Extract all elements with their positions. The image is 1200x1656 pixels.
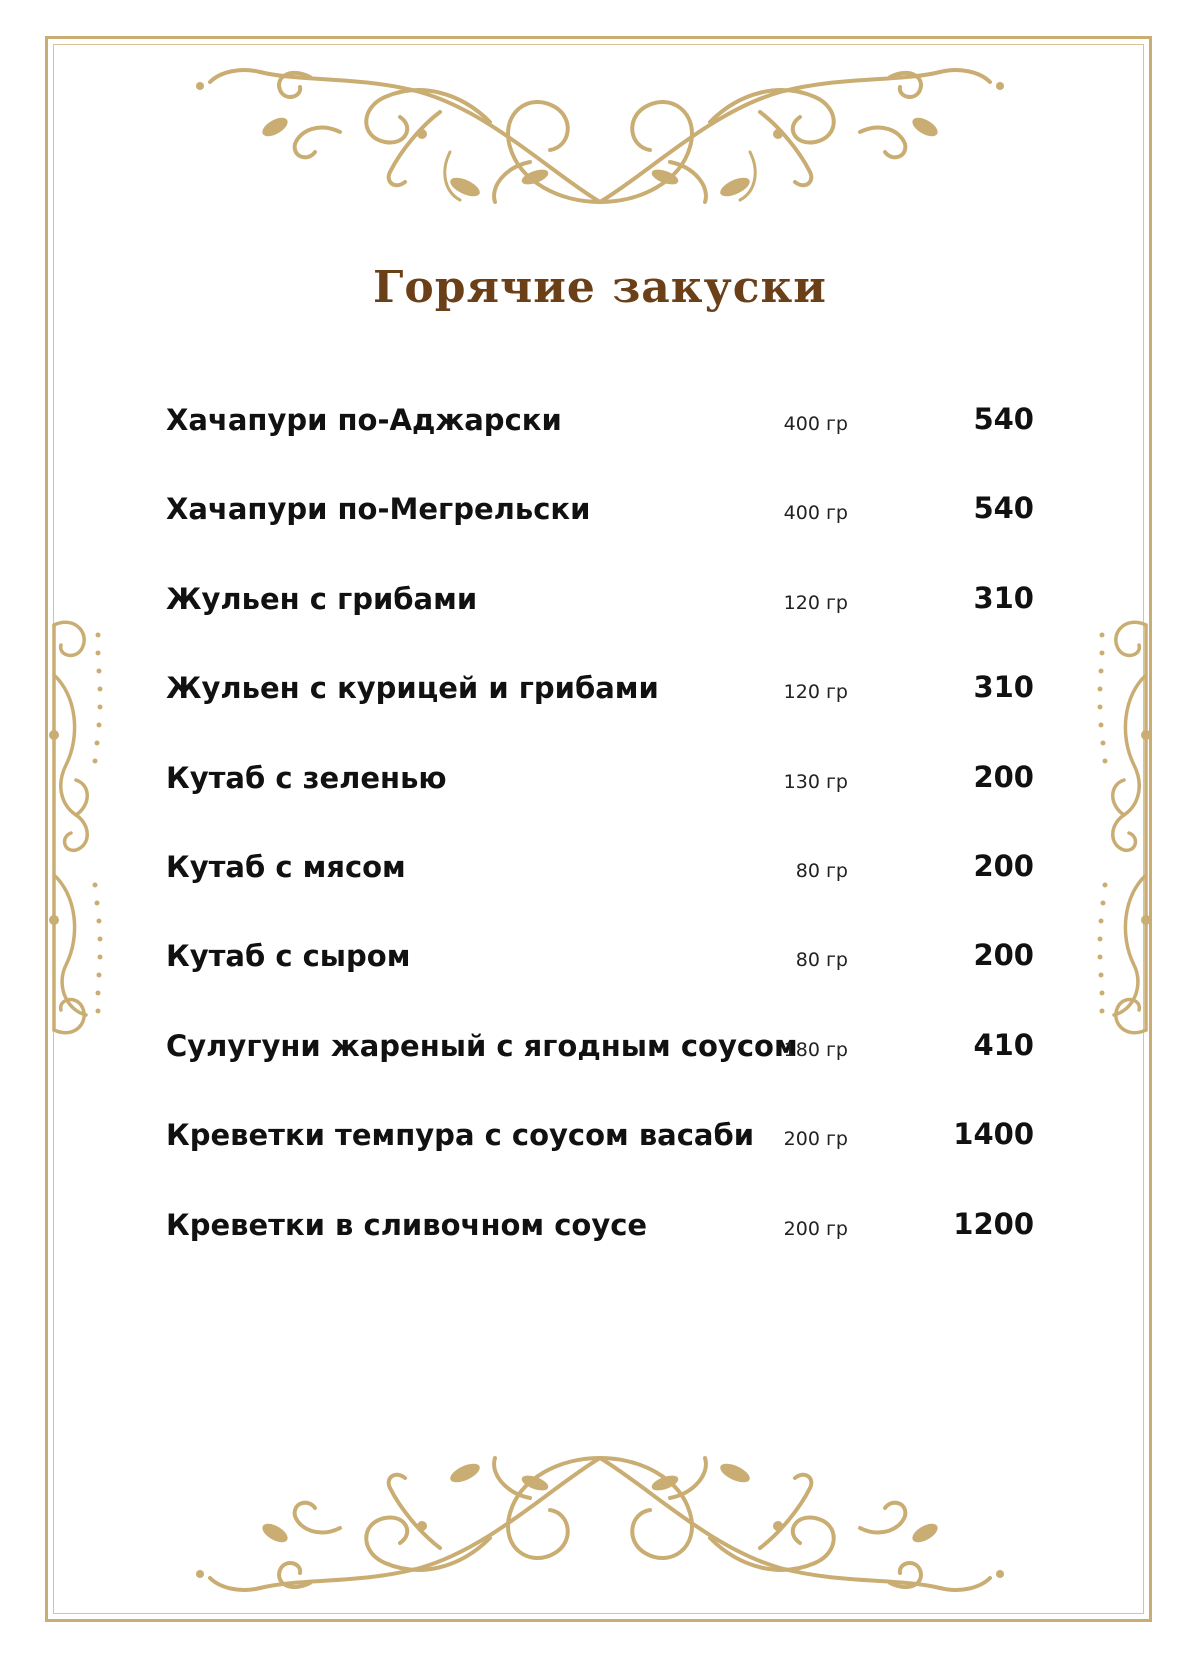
menu-item bbox=[166, 1200, 1036, 1289]
menu-item bbox=[166, 931, 1036, 1020]
menu-item-price: 200 bbox=[973, 938, 1034, 973]
menu-item-weight: 400 гр bbox=[783, 502, 848, 525]
menu-item-weight: 200 гр bbox=[783, 1217, 848, 1240]
menu-item-name: Креветки темпура с соусом васаби bbox=[166, 1118, 755, 1153]
bottom-flourish-ornament bbox=[190, 1448, 1010, 1608]
menu-item bbox=[166, 484, 1036, 573]
menu-item-name: Кутаб с мясом bbox=[166, 849, 406, 884]
menu-items-list bbox=[166, 395, 1036, 1289]
menu-item-price: 200 bbox=[973, 848, 1034, 883]
menu-item-price: 540 bbox=[973, 402, 1034, 436]
top-flourish-ornament bbox=[190, 52, 1010, 212]
menu-item-name: Жульен с грибами bbox=[166, 581, 478, 616]
menu-item-name: Сулугуни жареный с ягодным соусом bbox=[166, 1028, 798, 1063]
menu-item-name: Кутаб с сыром bbox=[166, 939, 411, 974]
menu-item-price: 310 bbox=[973, 580, 1034, 615]
menu-item-weight: 80 гр bbox=[795, 859, 848, 882]
menu-item-name: Кутаб с зеленью bbox=[166, 760, 447, 795]
menu-item-weight: 180 гр bbox=[783, 1038, 848, 1061]
menu-item-price: 200 bbox=[973, 759, 1034, 794]
menu-item-price: 1200 bbox=[953, 1206, 1034, 1241]
menu-item-price: 540 bbox=[973, 491, 1034, 526]
menu-item bbox=[166, 1110, 1036, 1199]
right-side-ornament bbox=[1088, 615, 1154, 1040]
menu-item bbox=[166, 663, 1036, 752]
menu-item bbox=[166, 842, 1036, 931]
menu-item bbox=[166, 753, 1036, 842]
menu-item-weight: 200 гр bbox=[783, 1128, 848, 1151]
menu-item bbox=[166, 574, 1036, 663]
menu-item bbox=[166, 1021, 1036, 1110]
menu-item bbox=[166, 395, 1036, 484]
menu-item-price: 1400 bbox=[953, 1117, 1034, 1152]
menu-item-weight: 80 гр bbox=[795, 949, 848, 972]
menu-item-name: Жульен с курицей и грибами bbox=[166, 671, 659, 706]
menu-item-weight: 120 гр bbox=[783, 681, 848, 704]
menu-item-weight: 400 гр bbox=[783, 413, 848, 435]
menu-item-weight: 120 гр bbox=[783, 591, 848, 614]
menu-item-price: 410 bbox=[973, 1027, 1034, 1062]
menu-item-weight: 130 гр bbox=[783, 770, 848, 793]
menu-section-title: Горячие закуски bbox=[373, 262, 827, 313]
menu-item-name: Хачапури по-Мегрельски bbox=[166, 492, 591, 527]
menu-item-price: 310 bbox=[973, 670, 1034, 705]
menu-item-name: Креветки в сливочном соусе bbox=[166, 1207, 648, 1242]
menu-item-name: Хачапури по-Аджарски bbox=[166, 403, 562, 437]
left-side-ornament bbox=[46, 615, 112, 1040]
